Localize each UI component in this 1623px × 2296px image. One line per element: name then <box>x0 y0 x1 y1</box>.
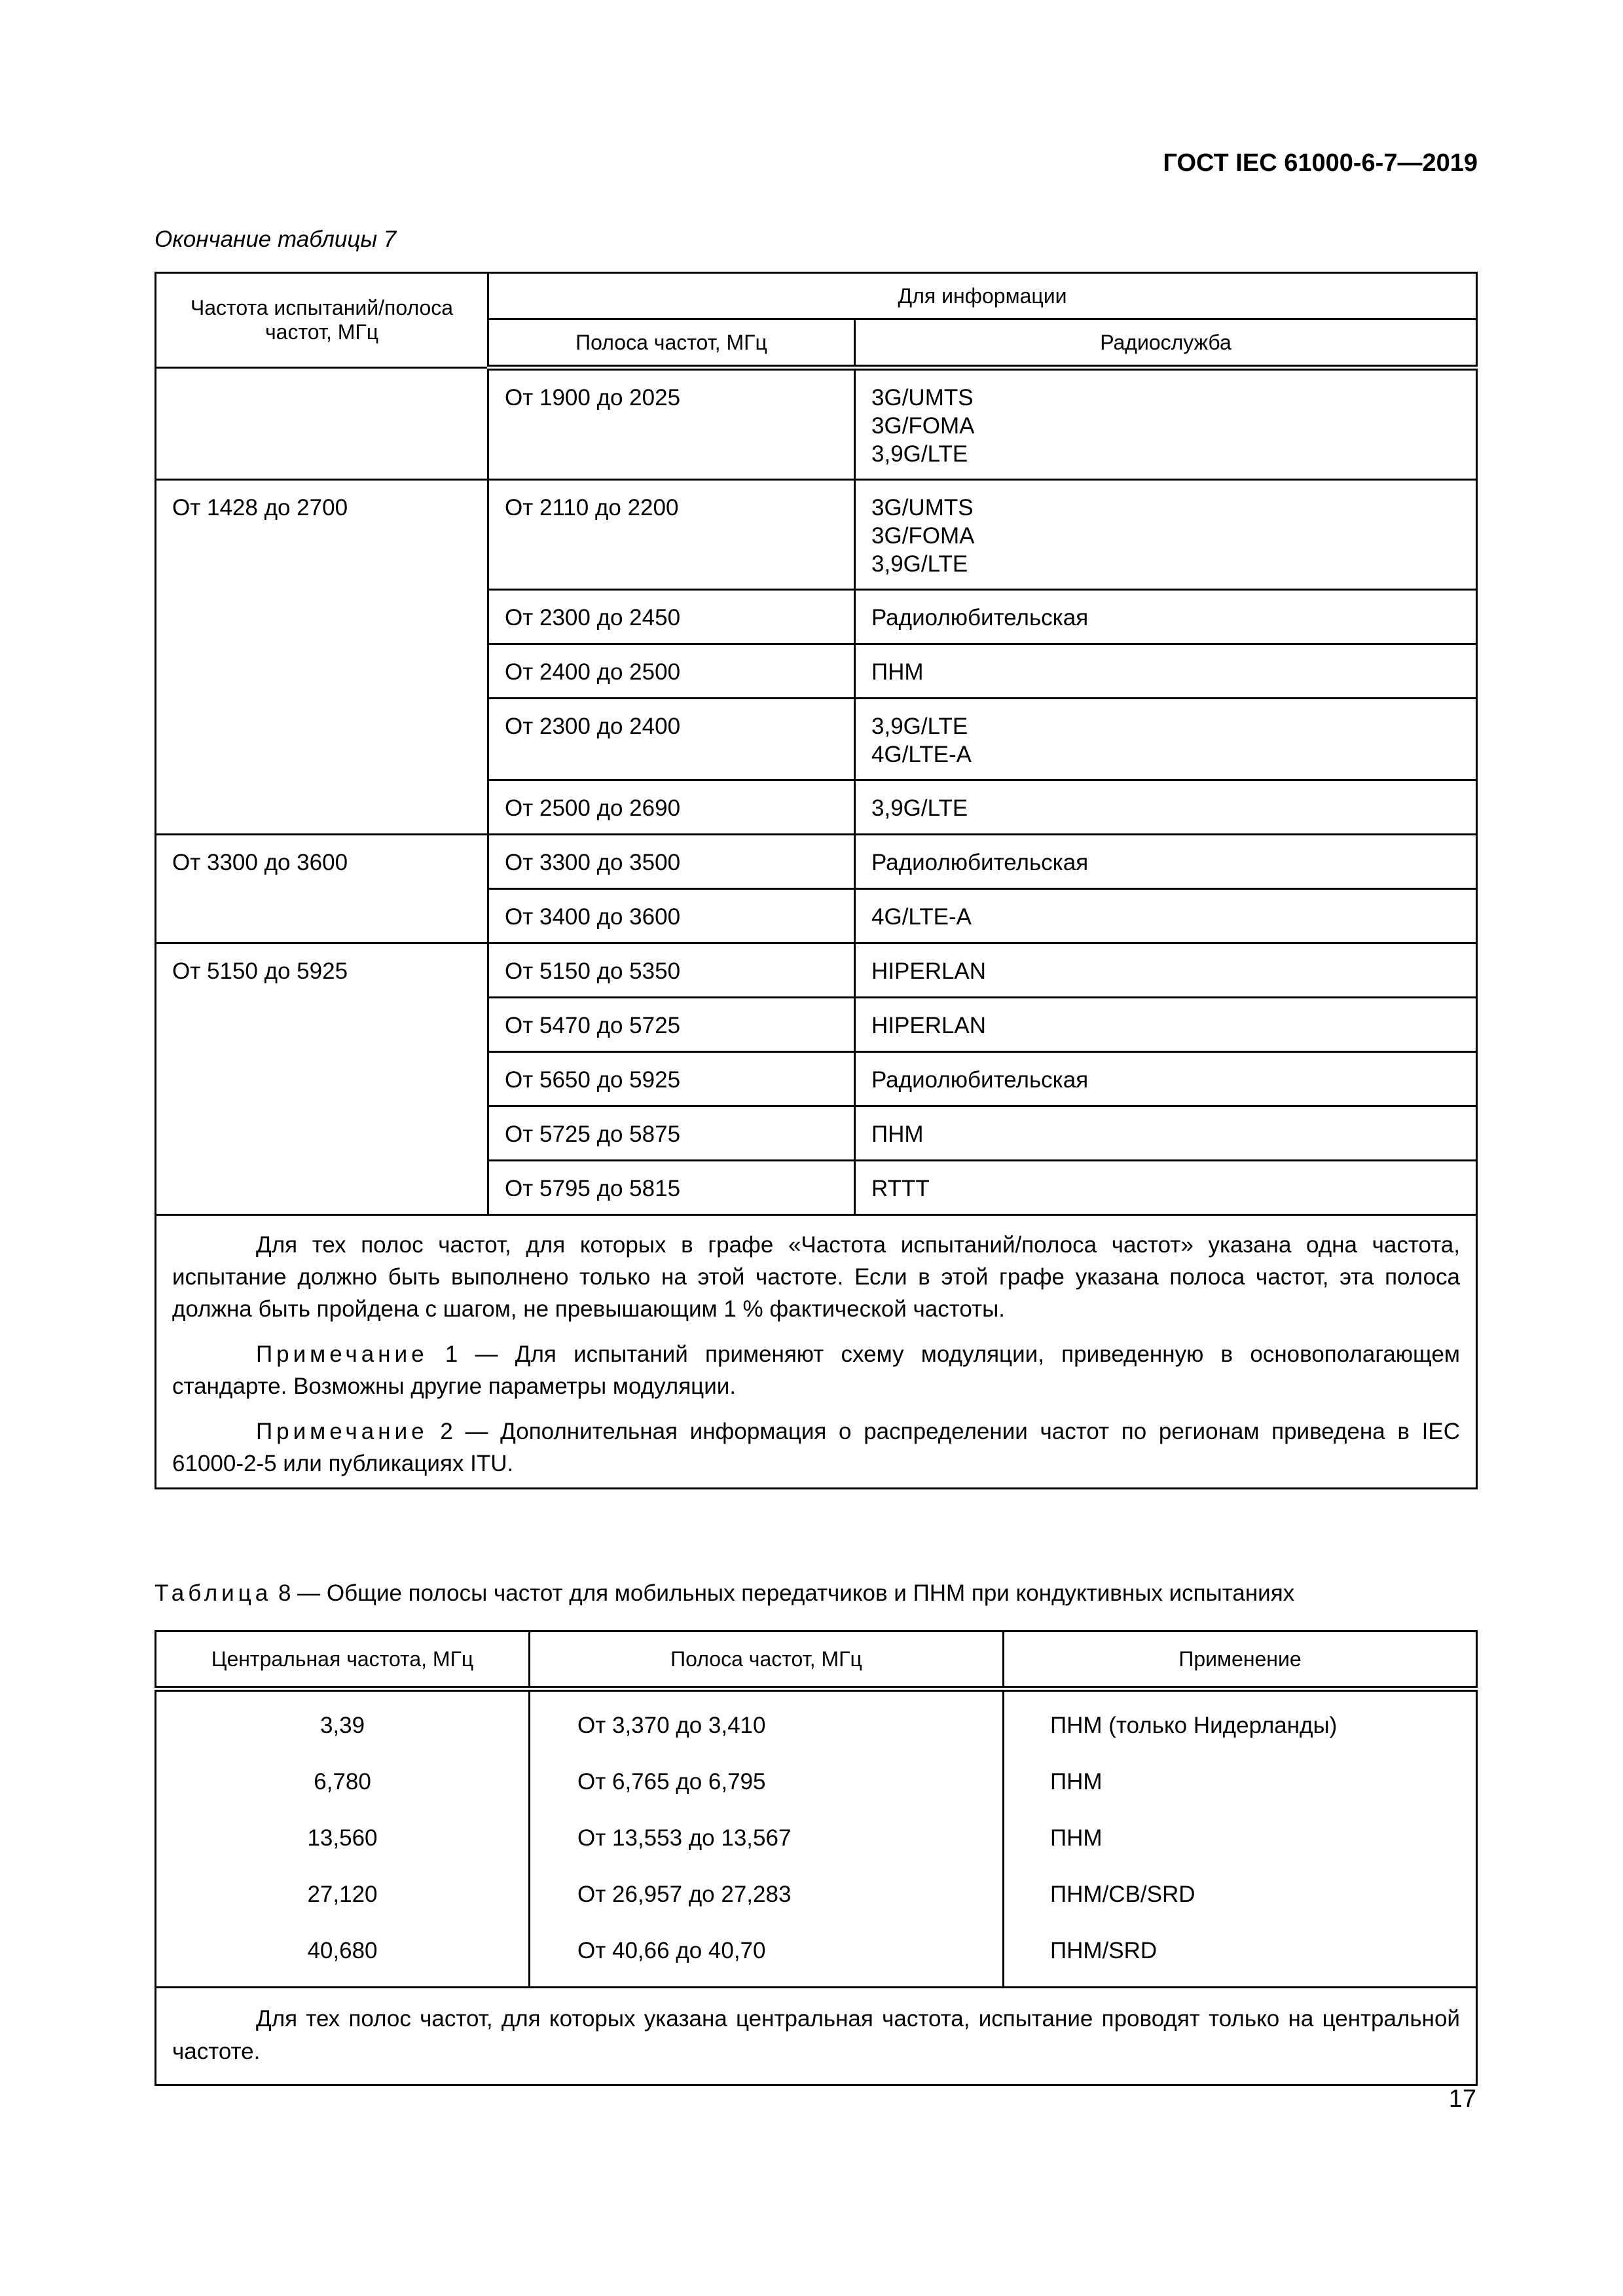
radio-service-line: Радиолюбительская <box>871 850 1089 875</box>
radio-service-cell <box>855 1052 1477 1106</box>
note-2-label: Примечание <box>256 1419 428 1444</box>
table-row <box>156 1867 1477 1923</box>
table8-caption <box>155 1580 1294 1607</box>
band-cell: От 5795 до 5815 <box>488 1161 855 1215</box>
table-8 <box>155 1630 1478 2086</box>
center-frequency-cell: 13,560 <box>156 1810 530 1867</box>
radio-service-cell <box>855 699 1477 780</box>
table-row <box>156 1923 1477 1988</box>
table-row <box>156 480 1477 590</box>
table-row <box>156 1689 1477 1755</box>
radio-service-line: 3,9G/LTE <box>871 795 968 821</box>
test-frequency-cell: От 3300 до 3600 <box>156 835 488 943</box>
table8-note-text: Для тех полос частот, для которых указана центральная частота, испытание проводят только на центральной частоте. <box>172 2006 1460 2064</box>
radio-service-line: 3G/UMTS <box>871 385 974 410</box>
table7-caption: Окончание таблицы 7 <box>155 227 397 252</box>
radio-service-cell <box>855 780 1477 835</box>
test-frequency-cell: От 5150 до 5925 <box>156 943 488 1215</box>
center-frequency-cell: 40,680 <box>156 1923 530 1988</box>
table-row <box>156 943 1477 998</box>
radio-service-cell <box>855 835 1477 889</box>
radio-service-line: Радиолюбительская <box>871 1067 1089 1093</box>
band-cell: От 26,957 до 27,283 <box>530 1867 1004 1923</box>
band-cell: От 5470 до 5725 <box>488 998 855 1052</box>
radio-service-cell <box>855 943 1477 998</box>
band-cell: От 3400 до 3600 <box>488 889 855 943</box>
radio-service-line: 3,9G/LTE <box>871 551 968 577</box>
header-application: Применение <box>1004 1631 1477 1689</box>
band-cell: От 3,370 до 3,410 <box>530 1689 1004 1755</box>
radio-service-line: 3,9G/LTE <box>871 441 968 467</box>
note-1-text: 1 — Для испытаний применяют схему модуляции, приведенную в основополагающем стандарте. Возможны другие параметры модуляции. <box>172 1341 1460 1399</box>
note-main: Для тех полос частот, для которых в графе «Частота испытаний/полоса частот» указана одна частота, испытание должно быть выполнено только на этой частоте. Если в этой графе указана полоса частот, эта полоса должна быть пройдена с шагом, не превышающим 1 % фактической частоты. <box>172 1232 1460 1322</box>
table-7 <box>155 272 1478 1489</box>
table7-note <box>156 1215 1477 1489</box>
header-radio-service: Радиослужба <box>855 319 1477 368</box>
document-id: ГОСТ IEC 61000-6-7—2019 <box>1163 149 1478 177</box>
header-center-frequency: Центральная частота, МГц <box>156 1631 530 1689</box>
note-1-label: Примечание <box>256 1341 428 1367</box>
radio-service-line: HIPERLAN <box>871 958 987 984</box>
band-cell: От 2500 до 2690 <box>488 780 855 835</box>
radio-service-line: 3G/UMTS <box>871 495 974 520</box>
band-cell: От 5650 до 5925 <box>488 1052 855 1106</box>
radio-service-line: RTTT <box>871 1176 930 1201</box>
header-for-information: Для информации <box>488 273 1477 319</box>
table-row <box>156 835 1477 889</box>
radio-service-line: HIPERLAN <box>871 1013 987 1038</box>
band-cell: От 5150 до 5350 <box>488 943 855 998</box>
header-frequency-band: Полоса частот, МГц <box>488 319 855 368</box>
band-cell: От 2110 до 2200 <box>488 480 855 590</box>
table-row <box>156 1810 1477 1867</box>
radio-service-cell <box>855 889 1477 943</box>
band-cell: От 6,765 до 6,795 <box>530 1754 1004 1810</box>
header-band: Полоса частот, МГц <box>530 1631 1004 1689</box>
band-cell: От 3300 до 3500 <box>488 835 855 889</box>
radio-service-cell <box>855 1106 1477 1161</box>
radio-service-cell <box>855 480 1477 590</box>
radio-service-cell <box>855 1161 1477 1215</box>
radio-service-cell <box>855 590 1477 644</box>
radio-service-cell <box>855 644 1477 699</box>
application-cell: ПНМ <box>1004 1754 1477 1810</box>
center-frequency-cell: 3,39 <box>156 1689 530 1755</box>
band-cell: От 2300 до 2450 <box>488 590 855 644</box>
header-test-frequency: Частота испытаний/полоса частот, МГц <box>156 273 488 368</box>
table8-caption-label: Таблица <box>155 1580 272 1606</box>
radio-service-line: 3G/FOMA <box>871 523 975 549</box>
band-cell: От 1900 до 2025 <box>488 368 855 480</box>
radio-service-line: Радиолюбительская <box>871 605 1089 630</box>
radio-service-cell <box>855 368 1477 480</box>
radio-service-line: 4G/LTE-A <box>871 742 972 767</box>
table8-note <box>156 1988 1477 2085</box>
note-2-text: 2 — Дополнительная информация о распределении частот по регионам приведена в IEC 61000-2-5 или публикациях ITU. <box>172 1419 1460 1476</box>
test-frequency-cell: От 1428 до 2700 <box>156 480 488 835</box>
table8-caption-text: 8 — Общие полосы частот для мобильных передатчиков и ПНМ при кондуктивных испытаниях <box>272 1580 1295 1606</box>
radio-service-line: ПНМ <box>871 659 924 685</box>
table-row <box>156 368 1477 480</box>
band-cell: От 5725 до 5875 <box>488 1106 855 1161</box>
band-cell: От 2400 до 2500 <box>488 644 855 699</box>
table-row <box>156 1754 1477 1810</box>
application-cell: ПНМ <box>1004 1810 1477 1867</box>
note-2 <box>172 1415 1460 1480</box>
center-frequency-cell: 27,120 <box>156 1867 530 1923</box>
radio-service-line: 3G/FOMA <box>871 413 975 439</box>
radio-service-line: 4G/LTE-A <box>871 904 972 930</box>
band-cell: От 40,66 до 40,70 <box>530 1923 1004 1988</box>
application-cell: ПНМ/SRD <box>1004 1923 1477 1988</box>
page-number: 17 <box>1448 2085 1476 2113</box>
radio-service-line: 3,9G/LTE <box>871 714 968 739</box>
radio-service-cell <box>855 998 1477 1052</box>
application-cell: ПНМ/CB/SRD <box>1004 1867 1477 1923</box>
test-frequency-cell <box>156 368 488 480</box>
radio-service-line: ПНМ <box>871 1121 924 1147</box>
note-1 <box>172 1338 1460 1402</box>
center-frequency-cell: 6,780 <box>156 1754 530 1810</box>
band-cell: От 2300 до 2400 <box>488 699 855 780</box>
application-cell: ПНМ (только Нидерланды) <box>1004 1689 1477 1755</box>
band-cell: От 13,553 до 13,567 <box>530 1810 1004 1867</box>
